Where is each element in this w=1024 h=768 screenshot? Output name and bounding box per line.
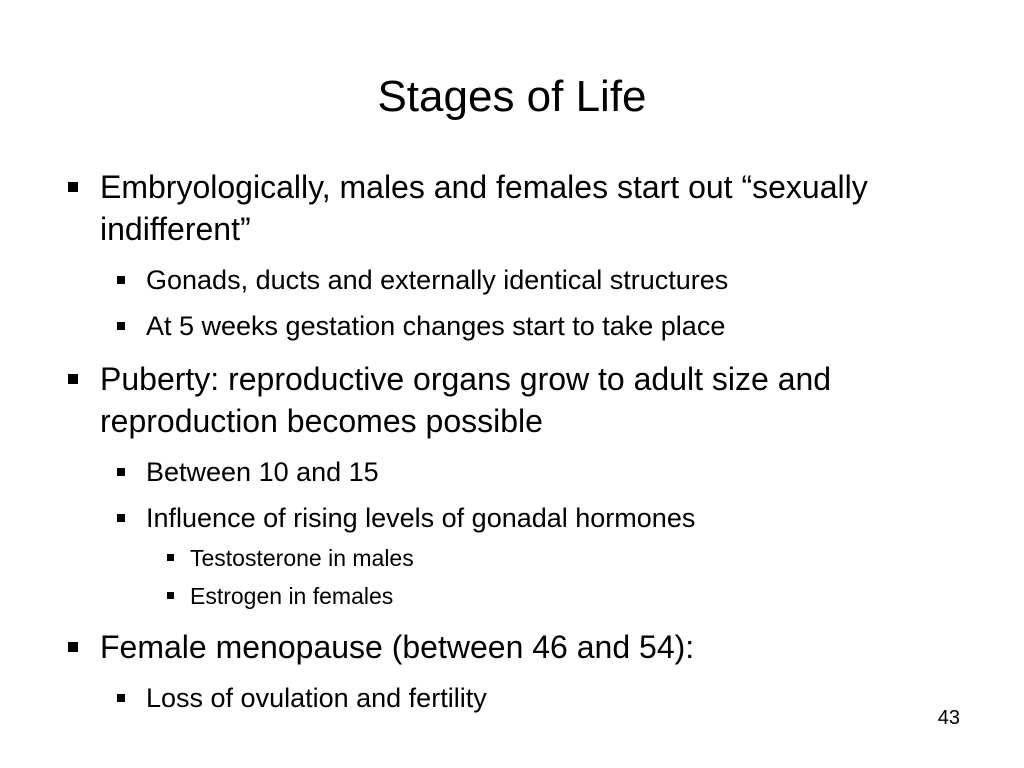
sub-bullet-item (60, 456, 960, 488)
slide-body (60, 162, 960, 714)
square-bullet-icon (68, 374, 78, 384)
sub-sub-bullet-item (60, 582, 960, 610)
slide-title: Stages of Life (377, 72, 647, 121)
sub-sub-bullet-text: Estrogen in females (190, 583, 394, 609)
square-bullet-icon (117, 322, 125, 330)
sub-sub-bullet-text: Testosterone in males (190, 545, 414, 571)
sub-bullet-text: Gonads, ducts and externally identical structures (146, 265, 729, 295)
sub-bullet-text: At 5 weeks gestation changes start to take place (146, 311, 726, 341)
sub-bullet-text: Influence of rising levels of gonadal hormones (146, 503, 696, 533)
square-bullet-icon (68, 642, 78, 652)
square-bullet-icon (117, 694, 125, 702)
bullet-item (60, 626, 960, 668)
bullet-text: Puberty: reproductive organs grow to adult size and reproduction becomes possible (100, 361, 832, 439)
bullet-text: Female menopause (between 46 and 54): (100, 629, 695, 665)
square-bullet-icon (117, 276, 125, 284)
sub-bullet-item (60, 310, 960, 342)
square-bullet-icon (68, 182, 78, 192)
square-bullet-icon (117, 514, 125, 522)
slide-number: 43 (937, 707, 960, 729)
square-bullet-icon (167, 592, 174, 599)
sub-bullet-text: Between 10 and 15 (146, 457, 379, 487)
sub-sub-bullet-item (60, 544, 960, 572)
square-bullet-icon (167, 554, 174, 561)
sub-bullet-text: Loss of ovulation and fertility (146, 683, 487, 713)
sub-bullet-item (60, 502, 960, 534)
bullet-item (60, 166, 960, 250)
square-bullet-icon (117, 468, 125, 476)
bullet-text: Embryologically, males and females start out “sexually indifferent” (100, 169, 868, 247)
bullet-item (60, 358, 960, 442)
sub-bullet-item (60, 264, 960, 296)
sub-bullet-item (60, 682, 960, 714)
